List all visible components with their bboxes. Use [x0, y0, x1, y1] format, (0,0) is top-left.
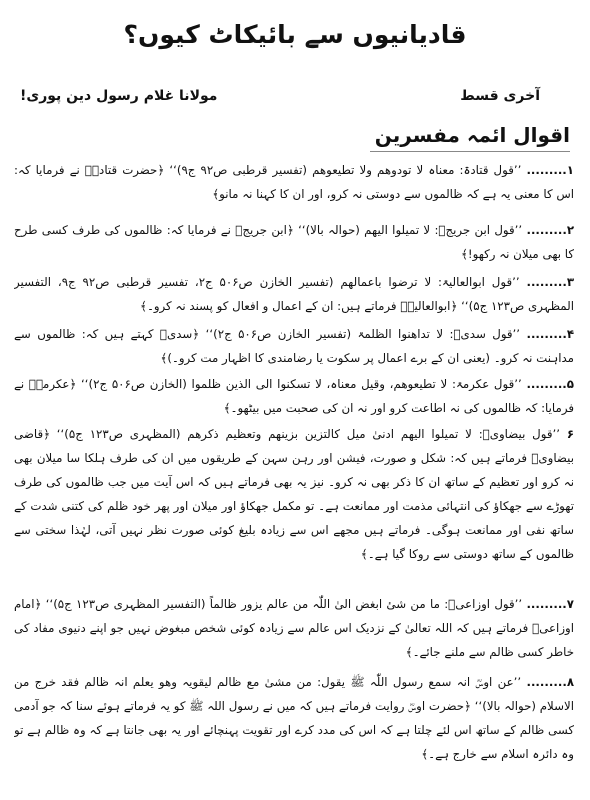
- entry-text: ’’عن اوسؓ انہ سمع رسول اللّٰہ ﷺ یقول: من مشیٰ مع ظالم لیقویہ وھو یعلم انہ ظالم فقد خرج من الاسلام (حوالہ بالا)‘‘ ﴿حضرت اوسؓ روایت فرماتے ہیں کہ میں نے رسول اللہ ﷺ کو یہ فرماتے ہوئے سنا کہ جو آدمی کسی ظالم کے ساتھ اس لئے چلتا ہے کہ اس کی مدد کرے اور تقویت پہنچائے اور یہ بھی جانتا ہے کہ وہ ظالم ہے تو وہ دائرہ اسلام سے خارج ہے۔﴾: [14, 675, 574, 761]
- quote-entry-3: [14, 270, 574, 318]
- quote-entry-7: [14, 592, 574, 668]
- entry-text: ’’قول بیضاویؒ: لا تمیلوا الیھم ادنیٰ میل کالتزین بزینھم وتعظیم ذکرھم (المظہری ص۱۲۳ ج۵)‘‘ ﴿قاضی بیضاویؒ فرماتے ہیں کہ: شکل و صورت، فیشن اور رہن سہن کے طریقوں میں ان کی طرف ہلکا سا میلان بھی نہ کرو اور تعظیم کے ساتھ ان کا ذکر بھی نہ کرو۔ نیز یہ بھی فرماتے ہیں کہ اس آیت میں جب ظالموں کی طرف تھوڑے سے جھکاؤ کی انتہائی مذمت اور ممانعت ہے۔ تو مکمل جھکاؤ اور میلان اور پھر خود ظلم کی کتنی شدت کے ساتھ نفی اور ممانعت ہوگی۔ فرماتے ہیں مجھے اس سے زیادہ بلیغ کوئی صورت نظر نہیں آتی، لہٰذا سختی سے ظالموں کے ساتھ دوستی سے روکا گیا ہے۔﴾: [14, 427, 574, 561]
- entry-number: ۵.........: [526, 377, 574, 391]
- quotes-list: [14, 158, 574, 770]
- entry-number: ۲.........: [526, 223, 574, 237]
- quote-entry-1: [14, 158, 574, 214]
- entry-text: ’’قول ابوالعالیۃ: لا ترضوا باعمالھم (تفسیر الخازن ص۵۰۶ ج۲، تفسیر قرطبی ص۹۲ ج۹، التفسیر المظہری ص۱۲۳ ج۵)‘‘ ﴿ابوالعالیہؒ فرماتے ہیں: ان کے اعمال و افعال کو پسند نہ کرو۔﴾: [14, 275, 574, 313]
- entry-number: ۸.........: [526, 675, 574, 689]
- entry-text: ’’قول ابن جریجؒ: لا تمیلوا الیھم (حوالہ بالا)‘‘ ﴿ابن جریجؒ نے فرمایا کہ: ظالموں کی طرف کسی طرح کا بھی میلان نہ رکھو!﴾: [14, 223, 574, 261]
- quote-entry-6: [14, 422, 574, 588]
- author-name: مولانا غلام رسول دین پوری!: [20, 88, 218, 104]
- entry-text: ’’قول اوزاعیؒ: ما من شیٔ ابغض الیٰ اللّٰہ من عالم یزور ظالماً (التفسیر المظہری ص۱۲۳ ج۵)‘‘ ﴿امام اوزاعیؒ فرماتے ہیں کہ اللہ تعالیٰ کے نزدیک اس عالم سے زیادہ کوئی شخص مبغوض نہیں جو اپنے دنیوی مفاد کی خاطر کسی ظالم سے ملنے جائے۔﴾: [14, 597, 574, 659]
- entry-text: ’’قول سدیؒ: لا تداھنوا الظلمۃ (تفسیر الخازن ص۵۰۶ ج۲)‘‘ ﴿سدیؒ کہتے ہیں کہ: ظالموں سے مداہنت نہ کرو۔ (یعنی ان کے برے اعمال پر سکوت یا رضامندی کا اظہار مت کرو۔)﴾: [14, 327, 574, 365]
- quote-entry-4: [14, 322, 574, 370]
- entry-number: ۷.........: [526, 597, 574, 611]
- installment-label: آخری قسط: [460, 88, 540, 104]
- entry-text: ’’قول عکرمۃ: لا تطیعوھم، وقیل معناہ، لا تسکنوا الی الذین ظلموا (الخازن ص۵۰۶ ج۲)‘‘ ﴿عکرمہؒ نے فرمایا: کہ ظالموں کی نہ اطاعت کرو اور نہ ان کی صحبت میں بیٹھو۔﴾: [14, 377, 574, 415]
- quote-entry-5: [14, 372, 574, 420]
- section-divider: [370, 151, 570, 152]
- quote-entry-8: [14, 670, 574, 770]
- entry-number: ۴.........: [526, 327, 574, 341]
- entry-text: ’’قول قتادۃ: معناہ لا تودوھم ولا تطیعوھم (تفسیر قرطبی ص۹۲ ج۹)‘‘ ﴿حضرت قتادہؒ نے فرمایا کہ: اس کا معنی یہ ہے کہ ظالموں سے دوستی نہ کرو، اور ان کا کہنا نہ مانو﴾: [14, 163, 574, 201]
- quote-entry-2: [14, 218, 574, 266]
- entry-number: ۱.........: [526, 163, 574, 177]
- entry-number: ۳.........: [526, 275, 574, 289]
- article-title: قادیانیوں سے بائیکاٹ کیوں؟: [123, 20, 467, 49]
- entry-number: ۶: [566, 427, 574, 441]
- section-heading: اقوال ائمہ مفسرین: [374, 123, 570, 147]
